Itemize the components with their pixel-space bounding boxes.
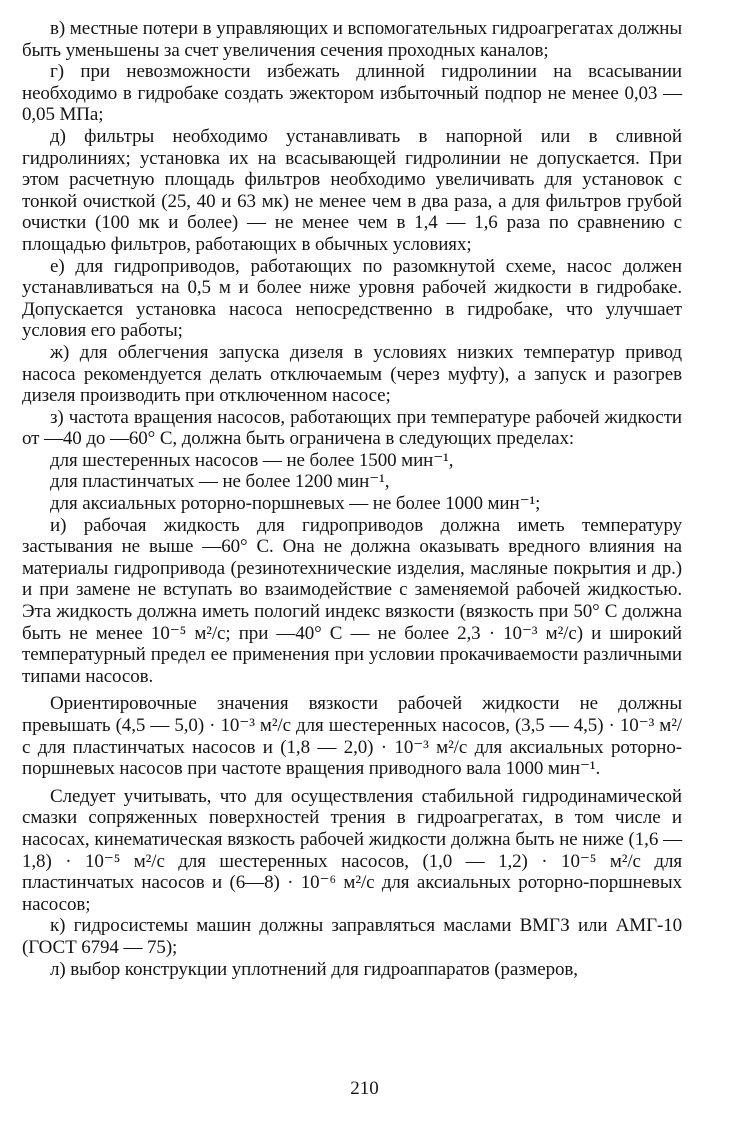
paragraph-d: д) фильтры необходимо устанавливать в напорной или в сливной гидролиниях; установка их на всасывающей гидролинии не допускается. При этом расчетную площадь фильтров необходимо увеличивать для установок с тонкой очисткой (25, 40 и 63 мк) не менее чем в два раза, а для фильтров грубой очистки (100 мк и более) — не менее чем в 1,4 — 1,6 раза по сравнению с площадью фильтров, работающих в обычных условиях; — [22, 125, 682, 255]
paragraph-i: и) рабочая жидкость для гидроприводов должна иметь температуру застывания не выше —60° С. Она не должна оказывать вредного влияния на материалы гидропривода (резинотехнические изделия, масляные покрытия и др.) и при замене не вступать во взаимодействие с заменяемой рабочей жидкостью. Эта жидкость должна иметь пологий индекс вязкости (вязкость при 50° С должна быть не менее 10⁻⁵ м²/с; при —40° С — не более 2,3 · 10⁻³ м²/с) и широкий температурный предел ее применения при условии прокачиваемости различными типами насосов. — [22, 514, 682, 687]
paragraph-hydrodynamic-lubrication: Следует учитывать, что для осуществления стабильной гидродинамической смазки сопряженных поверхностей трения в гидроагрегатах, в том числе и насосах, кинематическая вязкость рабочей жидкости должна быть не ниже (1,6 — 1,8) · 10⁻⁵ м²/с для шестеренных насосов, (1,0 — 1,2) · 10⁻⁵ м²/с для пластинчатых насосов и (6—8) · 10⁻⁶ м²/с для аксиальных роторно-поршневых насосов; — [22, 785, 682, 915]
page-number: 210 — [350, 1078, 379, 1099]
limit-axial-piston-pumps: для аксиальных роторно-поршневых — не более 1000 мин⁻¹; — [50, 493, 541, 515]
limit-vane-pumps: для пластинчатых — не более 1200 мин⁻¹, — [50, 471, 390, 493]
limit-gear-pumps: для шестеренных насосов — не более 1500 мин⁻¹, — [50, 449, 454, 471]
paragraph-v: в) местные потери в управляющих и вспомогательных гидроагрегатах должны быть уменьшены за счет увеличения сечения проходных каналов; — [22, 18, 682, 61]
paragraph-z: з) частота вращения насосов, работающих при температуре рабочей жидкости от —40 до —60° С, должна быть ограничена в следующих пределах: — [22, 406, 682, 450]
paragraph-l: л) выбор конструкции уплотнений для гидроаппаратов (размеров, — [50, 958, 578, 980]
paragraph-g: г) при невозможности избежать длинной гидролинии на всасывании необходимо в гидробаке создать эжектором избыточный подпор не менее 0,03 — 0,05 МПа; — [22, 61, 682, 126]
paragraph-viscosity-limits: Ориентировочные значения вязкости рабочей жидкости не должны превышать (4,5 — 5,0) · 10⁻³ м²/с для шестеренных насосов, (3,5 — 4,5) · 10⁻³ м²/с для пластинчатых насосов и (1,8 — 2,0) · 10⁻³ м²/с для аксиальных роторно-поршневых насосов при частоте вращения приводного вала 1000 мин⁻¹. — [22, 693, 682, 780]
paragraph-zh: ж) для облегчения запуска дизеля в условиях низких температур привод насоса рекомендуется делать отключаемым (через муфту), а запуск и разогрев дизеля производить при отключенном насосе; — [22, 341, 682, 407]
document-page — [22, 18, 682, 980]
paragraph-e: е) для гидроприводов, работающих по разомкнутой схеме, насос должен устанавливаться на 0,5 м и более ниже уровня рабочей жидкости в гидробаке. Допускается установка насоса непосредственно в гидробаке, что улучшает условия его работы; — [22, 255, 682, 342]
paragraph-k: к) гидросистемы машин должны заправляться маслами ВМГЗ или АМГ-10 (ГОСТ 6794 — 75); — [22, 915, 682, 958]
